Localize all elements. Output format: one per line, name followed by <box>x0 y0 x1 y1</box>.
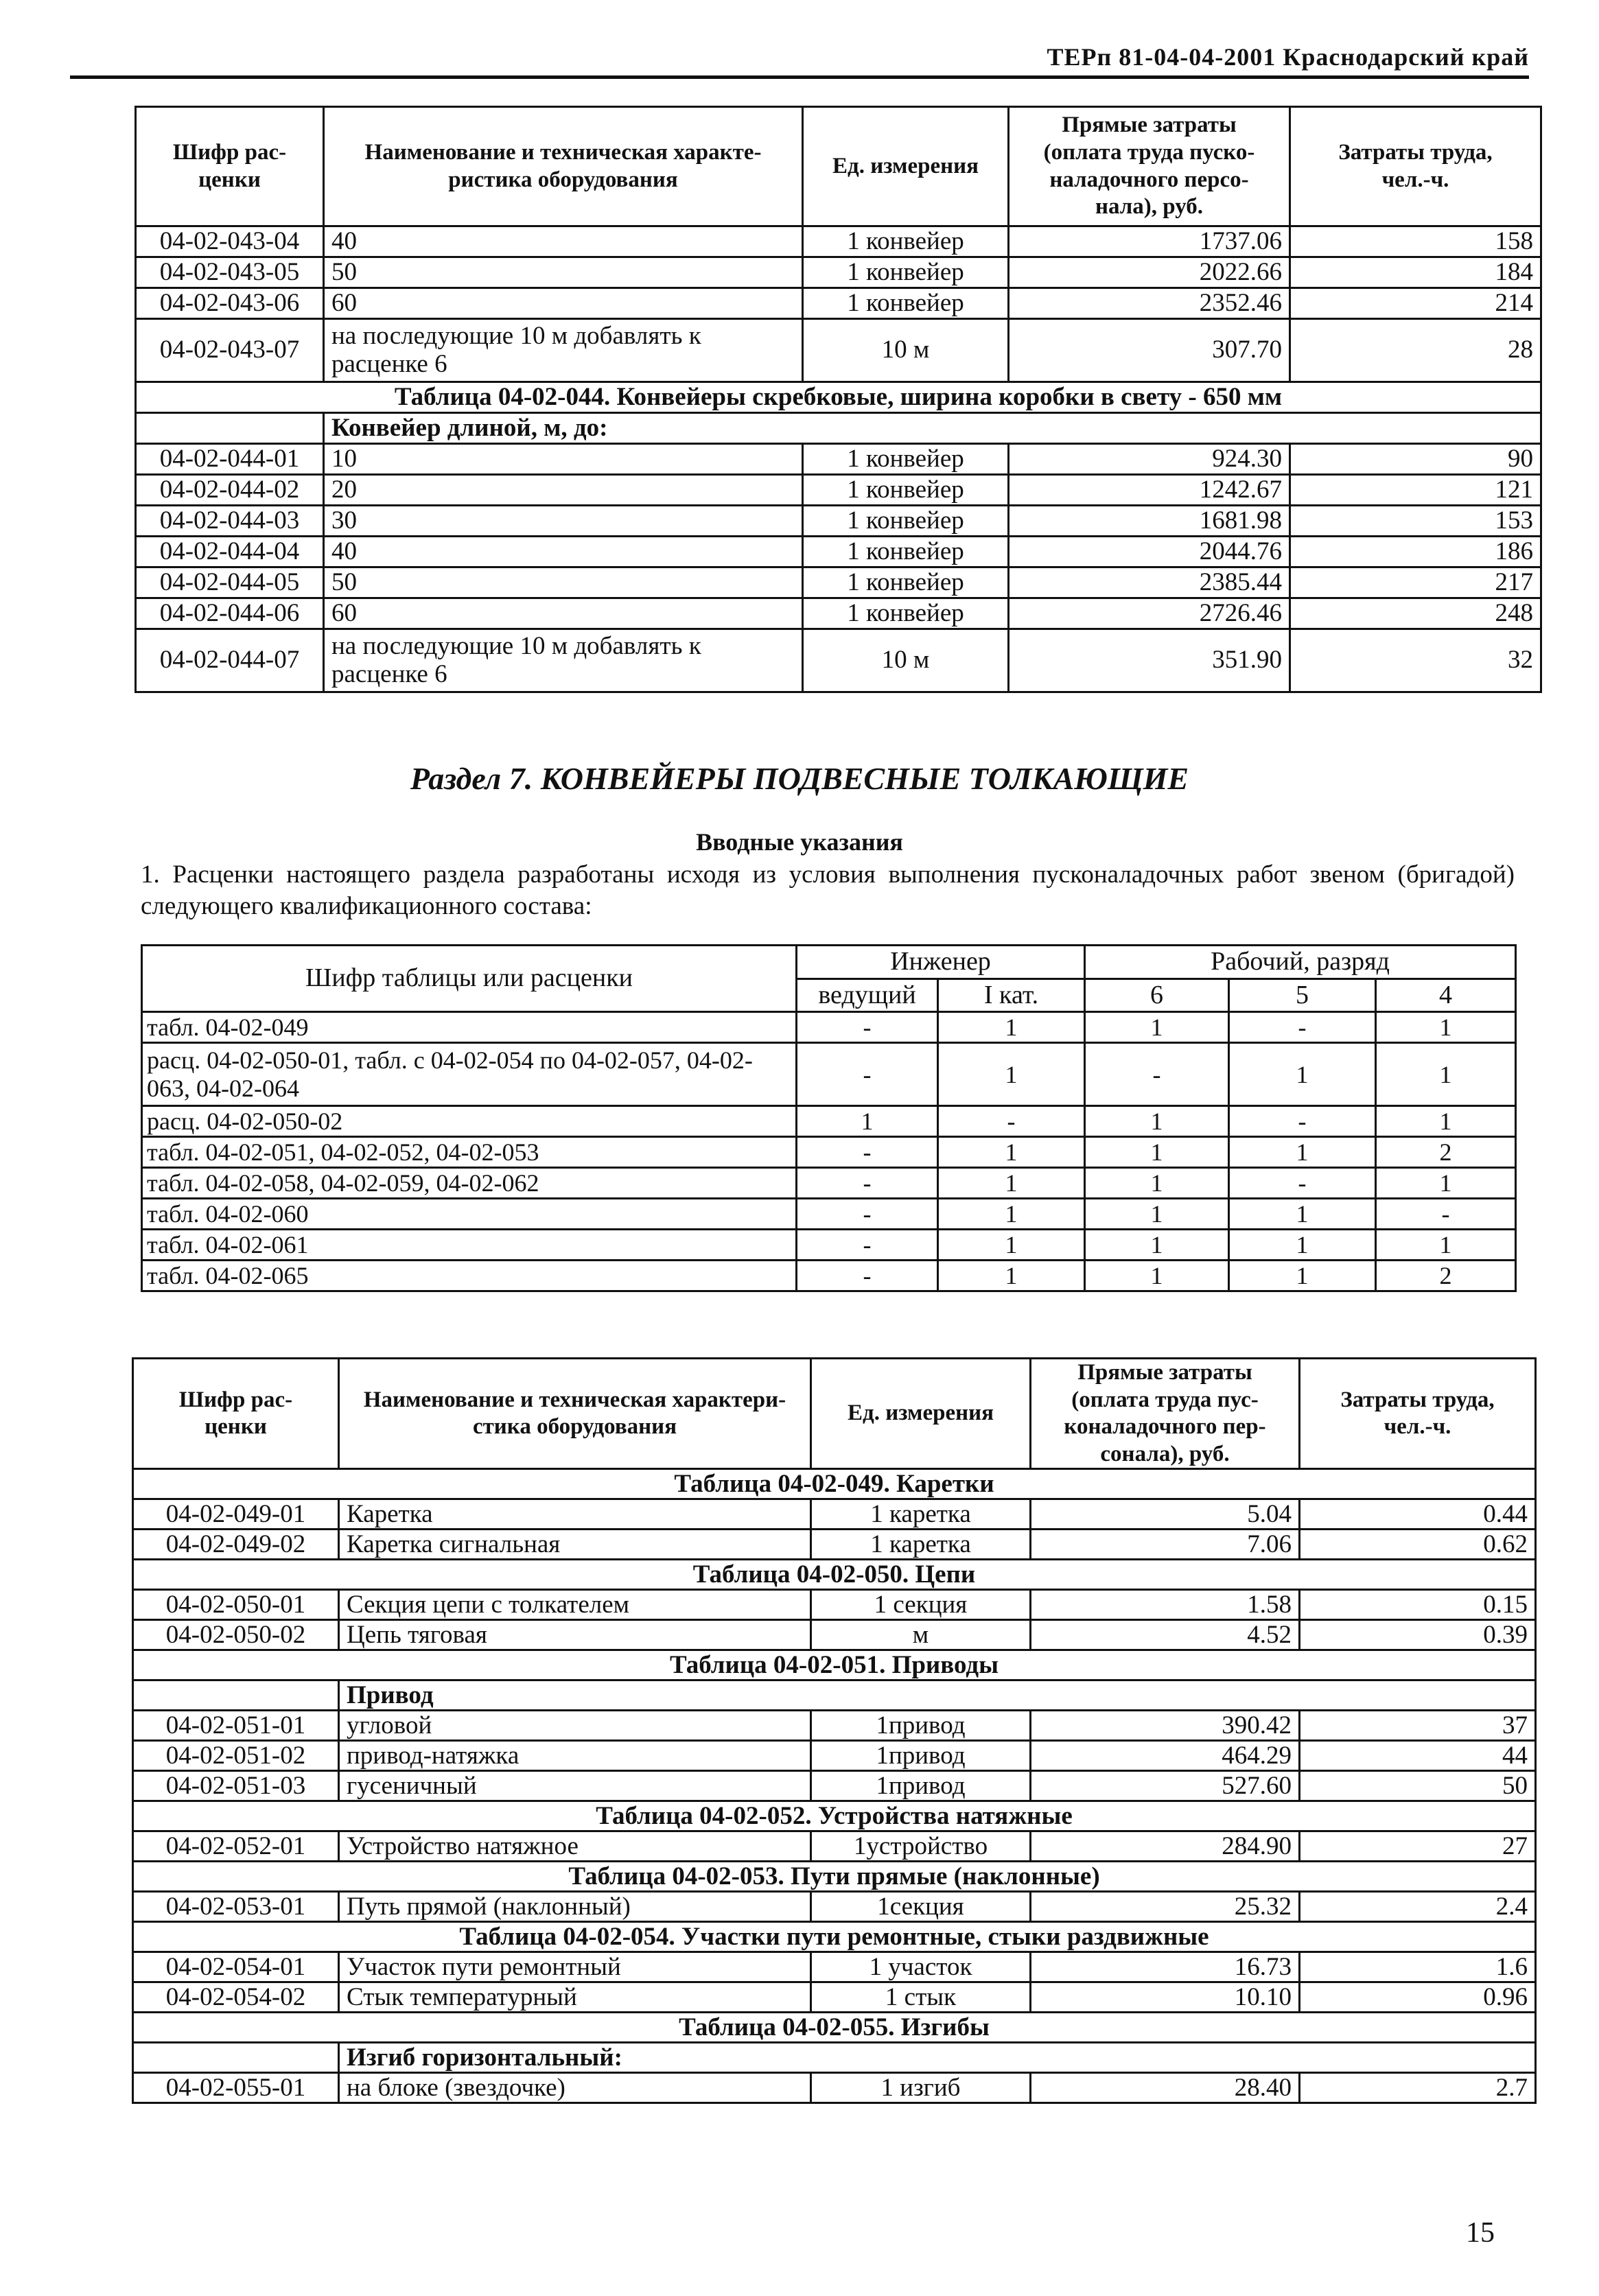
rate-labor: 37 <box>1300 1711 1536 1741</box>
table-row <box>136 629 1541 692</box>
rate-code: 04-02-049-02 <box>133 1530 339 1560</box>
table-row <box>133 1590 1536 1620</box>
rate-cost: 16.73 <box>1031 1952 1300 1982</box>
rate-code: 04-02-050-02 <box>133 1620 339 1650</box>
crew-subheader-grade4: 4 <box>1376 979 1516 1012</box>
crew-lead: - <box>797 1199 938 1230</box>
rate-name: гусеничный <box>339 1771 811 1801</box>
table-title-row <box>133 1650 1536 1680</box>
header-row <box>133 1359 1536 1469</box>
crew-grade5: - <box>1229 1012 1376 1043</box>
header-text: ТЕРп 81-04-04-2001 Краснодарский край <box>1047 43 1529 71</box>
rate-unit: 1 конвейер <box>803 475 1009 506</box>
rate-code: 04-02-049-01 <box>133 1499 339 1530</box>
crew-grade6: 1 <box>1085 1168 1229 1199</box>
rate-code: 04-02-052-01 <box>133 1831 339 1862</box>
rate-name: Стык температурный <box>339 1982 811 2013</box>
rate-unit: 1 изгиб <box>811 2073 1031 2103</box>
rate-unit: 1 каретка <box>811 1530 1031 1560</box>
crew-grade6: 1 <box>1085 1261 1229 1291</box>
crew-code: табл. 04-02-061 <box>142 1230 797 1261</box>
table-row <box>142 1199 1516 1230</box>
rate-name: 40 <box>324 226 803 257</box>
rate-unit: 1 конвейер <box>803 506 1009 537</box>
rate-cost: 924.30 <box>1009 444 1290 475</box>
col-header-labor: Затраты труда, чел.-ч. <box>1290 107 1541 226</box>
rate-code: 04-02-044-01 <box>136 444 324 475</box>
table-row <box>133 1831 1536 1862</box>
rate-cost: 2022.66 <box>1009 257 1290 288</box>
rate-unit: 1 участок <box>811 1952 1031 1982</box>
crew-lead: - <box>797 1137 938 1168</box>
table-row <box>136 506 1541 537</box>
rate-code: 04-02-043-07 <box>136 319 324 382</box>
table-row <box>136 319 1541 382</box>
rate-name: 40 <box>324 537 803 567</box>
crew-grade5: 1 <box>1229 1261 1376 1291</box>
table-title-row <box>136 382 1541 413</box>
crew-code: табл. 04-02-058, 04-02-059, 04-02-062 <box>142 1168 797 1199</box>
crew-lead: - <box>797 1012 938 1043</box>
table-title-row <box>133 1560 1536 1590</box>
rate-code: 04-02-044-07 <box>136 629 324 692</box>
rates-table-top <box>135 106 1542 693</box>
crew-grade4: 2 <box>1376 1137 1516 1168</box>
table-row <box>133 1499 1536 1530</box>
rate-code: 04-02-043-06 <box>136 288 324 319</box>
crew-grade6: - <box>1085 1043 1229 1106</box>
rate-unit: 1 каретка <box>811 1499 1031 1530</box>
rate-name: 20 <box>324 475 803 506</box>
table-row <box>133 2073 1536 2103</box>
rate-code: 04-02-051-01 <box>133 1711 339 1741</box>
rate-cost: 527.60 <box>1031 1771 1300 1801</box>
crew-subheader-grade6: 6 <box>1085 979 1229 1012</box>
rates-table-bottom <box>132 1357 1537 2104</box>
table-title: Таблица 04-02-049. Каретки <box>133 1469 1536 1499</box>
crew-grade6: 1 <box>1085 1199 1229 1230</box>
group-label: Конвейер длиной, м, до: <box>324 413 1541 444</box>
col-header-unit: Ед. измерения <box>811 1359 1031 1469</box>
rate-name: 30 <box>324 506 803 537</box>
rate-name: на последующие 10 м добавлять к расценке 6 <box>324 629 803 692</box>
table-row <box>133 1530 1536 1560</box>
table-row <box>142 1106 1516 1137</box>
rate-unit: 1привод <box>811 1711 1031 1741</box>
crew-header-code: Шифр таблицы или расценки <box>142 946 797 1012</box>
intro-heading: Вводные указания <box>696 828 903 856</box>
crew-grade5: 1 <box>1229 1199 1376 1230</box>
table-row <box>133 1952 1536 1982</box>
rate-cost: 1737.06 <box>1009 226 1290 257</box>
rate-code: 04-02-054-02 <box>133 1982 339 2013</box>
rate-labor: 158 <box>1290 226 1541 257</box>
table-row <box>136 475 1541 506</box>
rate-cost: 4.52 <box>1031 1620 1300 1650</box>
group-label: Изгиб горизонтальный: <box>339 2043 1536 2073</box>
table-title: Таблица 04-02-050. Цепи <box>133 1560 1536 1590</box>
table-title: Таблица 04-02-053. Пути прямые (наклонные) <box>133 1862 1536 1892</box>
rate-name: 50 <box>324 257 803 288</box>
table-row <box>142 1230 1516 1261</box>
running-header <box>70 41 1529 79</box>
table-title: Таблица 04-02-044. Конвейеры скребковые, ширина коробки в свету - 650 мм <box>136 382 1541 413</box>
rate-unit: 1 конвейер <box>803 537 1009 567</box>
rate-labor: 0.62 <box>1300 1530 1536 1560</box>
rate-unit: 1устройство <box>811 1831 1031 1862</box>
rate-labor: 2.4 <box>1300 1892 1536 1922</box>
rate-unit: 1 конвейер <box>803 257 1009 288</box>
crew-code: расц. 04-02-050-01, табл. с 04-02-054 по 04-02-057, 04-02-063, 04-02-064 <box>142 1043 797 1106</box>
table-row <box>142 1168 1516 1199</box>
rate-labor: 186 <box>1290 537 1541 567</box>
rate-code: 04-02-054-01 <box>133 1952 339 1982</box>
group-label: Привод <box>339 1680 1536 1711</box>
crew-grade4: - <box>1376 1199 1516 1230</box>
rate-name: 60 <box>324 598 803 629</box>
crew-header-row <box>142 946 1516 979</box>
rate-cost: 2385.44 <box>1009 567 1290 598</box>
col-header-code: Шифр рас- ценки <box>136 107 324 226</box>
table-title-row <box>133 1922 1536 1952</box>
rate-cost: 25.32 <box>1031 1892 1300 1922</box>
rate-labor: 214 <box>1290 288 1541 319</box>
rate-cost: 7.06 <box>1031 1530 1300 1560</box>
rate-name: Устройство натяжное <box>339 1831 811 1862</box>
crew-grade5: - <box>1229 1168 1376 1199</box>
rate-name: на блоке (звездочке) <box>339 2073 811 2103</box>
crew-cat1: 1 <box>938 1168 1085 1199</box>
rate-code: 04-02-044-02 <box>136 475 324 506</box>
rate-code: 04-02-053-01 <box>133 1892 339 1922</box>
rate-cost: 351.90 <box>1009 629 1290 692</box>
rate-unit: 10 м <box>803 629 1009 692</box>
rate-name: Цепь тяговая <box>339 1620 811 1650</box>
rate-labor: 0.96 <box>1300 1982 1536 2013</box>
rate-code: 04-02-044-03 <box>136 506 324 537</box>
table-row <box>136 288 1541 319</box>
col-header-cost: Прямые затраты (оплата труда пуско- наладочного персо- нала), руб. <box>1009 107 1290 226</box>
group-spacer <box>133 1680 339 1711</box>
rate-labor: 0.39 <box>1300 1620 1536 1650</box>
rate-name: Путь прямой (наклонный) <box>339 1892 811 1922</box>
rate-labor: 1.6 <box>1300 1952 1536 1982</box>
crew-lead: - <box>797 1168 938 1199</box>
group-spacer <box>133 2043 339 2073</box>
rate-unit: 1 конвейер <box>803 226 1009 257</box>
rate-unit: 1привод <box>811 1771 1031 1801</box>
crew-code: табл. 04-02-060 <box>142 1199 797 1230</box>
rate-labor: 28 <box>1290 319 1541 382</box>
table-row <box>142 1137 1516 1168</box>
rate-name: Участок пути ремонтный <box>339 1952 811 1982</box>
group-row <box>133 2043 1536 2073</box>
rate-cost: 5.04 <box>1031 1499 1300 1530</box>
rate-cost: 2352.46 <box>1009 288 1290 319</box>
table-title-row <box>133 1862 1536 1892</box>
rate-name: угловой <box>339 1711 811 1741</box>
section-title: Раздел 7. КОНВЕЙЕРЫ ПОДВЕСНЫЕ ТОЛКАЮЩИЕ <box>410 761 1189 796</box>
table-row <box>142 1043 1516 1106</box>
crew-grade4: 1 <box>1376 1043 1516 1106</box>
rate-labor: 0.44 <box>1300 1499 1536 1530</box>
table-row <box>133 1620 1536 1650</box>
rate-cost: 1242.67 <box>1009 475 1290 506</box>
rate-labor: 50 <box>1300 1771 1536 1801</box>
rate-name: Каретка сигнальная <box>339 1530 811 1560</box>
rate-labor: 44 <box>1300 1741 1536 1771</box>
rate-cost: 10.10 <box>1031 1982 1300 2013</box>
rate-name: Каретка <box>339 1499 811 1530</box>
table-row <box>133 1982 1536 2013</box>
rate-cost: 307.70 <box>1009 319 1290 382</box>
crew-cat1: 1 <box>938 1137 1085 1168</box>
rate-name: Секция цепи с толкателем <box>339 1590 811 1620</box>
col-header-cost: Прямые затраты (оплата труда пус- коналадочного пер- сонала), руб. <box>1031 1359 1300 1469</box>
crew-header-engineer: Инженер <box>797 946 1085 979</box>
col-header-unit: Ед. измерения <box>803 107 1009 226</box>
table-title-row <box>133 1801 1536 1831</box>
crew-grade5: 1 <box>1229 1137 1376 1168</box>
crew-grade4: 1 <box>1376 1168 1516 1199</box>
crew-grade4: 1 <box>1376 1012 1516 1043</box>
rate-labor: 248 <box>1290 598 1541 629</box>
col-header-name: Наименование и техническая характери- стика оборудования <box>339 1359 811 1469</box>
rate-name: привод-натяжка <box>339 1741 811 1771</box>
rate-labor: 184 <box>1290 257 1541 288</box>
table-title: Таблица 04-02-051. Приводы <box>133 1650 1536 1680</box>
crew-grade4: 1 <box>1376 1230 1516 1261</box>
intro-text: 1. Расценки настоящего раздела разработаны исходя из условия выполнения пусконаладочных работ звеном (бригадой) следующего квалификационного состава: <box>141 860 1515 921</box>
group-spacer <box>136 413 324 444</box>
table-row <box>133 1741 1536 1771</box>
rate-unit: 1 конвейер <box>803 444 1009 475</box>
rate-cost: 2044.76 <box>1009 537 1290 567</box>
rate-labor: 121 <box>1290 475 1541 506</box>
rate-name: 60 <box>324 288 803 319</box>
crew-cat1: 1 <box>938 1012 1085 1043</box>
crew-cat1: 1 <box>938 1230 1085 1261</box>
rate-labor: 2.7 <box>1300 2073 1536 2103</box>
table-row <box>136 537 1541 567</box>
rate-name: на последующие 10 м добавлять к расценке 6 <box>324 319 803 382</box>
rate-labor: 217 <box>1290 567 1541 598</box>
crew-header-worker: Рабочий, разряд <box>1085 946 1516 979</box>
crew-cat1: 1 <box>938 1043 1085 1106</box>
table-row <box>142 1261 1516 1291</box>
crew-lead: 1 <box>797 1106 938 1137</box>
table-row <box>136 567 1541 598</box>
header-row <box>136 107 1541 226</box>
crew-subheader-lead: ведущий <box>797 979 938 1012</box>
rate-unit: 1 конвейер <box>803 288 1009 319</box>
table-title: Таблица 04-02-054. Участки пути ремонтные, стыки раздвижные <box>133 1922 1536 1952</box>
table-row <box>136 226 1541 257</box>
page-number: 15 <box>1466 2217 1495 2249</box>
crew-cat1: 1 <box>938 1199 1085 1230</box>
table-row <box>136 257 1541 288</box>
crew-grade4: 2 <box>1376 1261 1516 1291</box>
rate-labor: 32 <box>1290 629 1541 692</box>
crew-lead: - <box>797 1230 938 1261</box>
rate-code: 04-02-044-04 <box>136 537 324 567</box>
rate-code: 04-02-044-06 <box>136 598 324 629</box>
rate-code: 04-02-043-04 <box>136 226 324 257</box>
rate-unit: 1 конвейер <box>803 598 1009 629</box>
rate-cost: 2726.46 <box>1009 598 1290 629</box>
crew-grade6: 1 <box>1085 1012 1229 1043</box>
group-row <box>136 413 1541 444</box>
crew-subheader-grade5: 5 <box>1229 979 1376 1012</box>
rate-unit: 10 м <box>803 319 1009 382</box>
crew-grade5: 1 <box>1229 1043 1376 1106</box>
crew-grade6: 1 <box>1085 1230 1229 1261</box>
rate-labor: 0.15 <box>1300 1590 1536 1620</box>
crew-grade6: 1 <box>1085 1106 1229 1137</box>
rate-unit: м <box>811 1620 1031 1650</box>
rate-name: 10 <box>324 444 803 475</box>
crew-cat1: - <box>938 1106 1085 1137</box>
rate-unit: 1секция <box>811 1892 1031 1922</box>
crew-code: табл. 04-02-065 <box>142 1261 797 1291</box>
table-row <box>142 1012 1516 1043</box>
col-header-name: Наименование и техническая характе- ристика оборудования <box>324 107 803 226</box>
rate-labor: 90 <box>1290 444 1541 475</box>
col-header-code: Шифр рас- ценки <box>133 1359 339 1469</box>
rate-cost: 390.42 <box>1031 1711 1300 1741</box>
rate-labor: 153 <box>1290 506 1541 537</box>
table-title-row <box>133 1469 1536 1499</box>
crew-code: табл. 04-02-049 <box>142 1012 797 1043</box>
rate-unit: 1 секция <box>811 1590 1031 1620</box>
crew-grade6: 1 <box>1085 1137 1229 1168</box>
table-row <box>136 444 1541 475</box>
crew-lead: - <box>797 1043 938 1106</box>
rate-cost: 28.40 <box>1031 2073 1300 2103</box>
rate-code: 04-02-044-05 <box>136 567 324 598</box>
crew-cat1: 1 <box>938 1261 1085 1291</box>
crew-lead: - <box>797 1261 938 1291</box>
table-row <box>136 598 1541 629</box>
col-header-labor: Затраты труда, чел.-ч. <box>1300 1359 1536 1469</box>
rate-cost: 1681.98 <box>1009 506 1290 537</box>
crew-grade4: 1 <box>1376 1106 1516 1137</box>
table-title: Таблица 04-02-055. Изгибы <box>133 2013 1536 2043</box>
crew-grade5: 1 <box>1229 1230 1376 1261</box>
crew-table <box>141 944 1517 1292</box>
rate-code: 04-02-051-02 <box>133 1741 339 1771</box>
crew-code: расц. 04-02-050-02 <box>142 1106 797 1137</box>
crew-code: табл. 04-02-051, 04-02-052, 04-02-053 <box>142 1137 797 1168</box>
table-title-row <box>133 2013 1536 2043</box>
rate-unit: 1привод <box>811 1741 1031 1771</box>
rate-cost: 464.29 <box>1031 1741 1300 1771</box>
crew-grade5: - <box>1229 1106 1376 1137</box>
rate-code: 04-02-051-03 <box>133 1771 339 1801</box>
rate-code: 04-02-050-01 <box>133 1590 339 1620</box>
crew-subheader-cat1: I кат. <box>938 979 1085 1012</box>
rate-code: 04-02-055-01 <box>133 2073 339 2103</box>
table-row <box>133 1711 1536 1741</box>
table-title: Таблица 04-02-052. Устройства натяжные <box>133 1801 1536 1831</box>
rate-name: 50 <box>324 567 803 598</box>
rate-unit: 1 конвейер <box>803 567 1009 598</box>
rate-labor: 27 <box>1300 1831 1536 1862</box>
rate-unit: 1 стык <box>811 1982 1031 2013</box>
table-row <box>133 1892 1536 1922</box>
rate-cost: 284.90 <box>1031 1831 1300 1862</box>
rate-code: 04-02-043-05 <box>136 257 324 288</box>
group-row <box>133 1680 1536 1711</box>
table-row <box>133 1771 1536 1801</box>
rate-cost: 1.58 <box>1031 1590 1300 1620</box>
